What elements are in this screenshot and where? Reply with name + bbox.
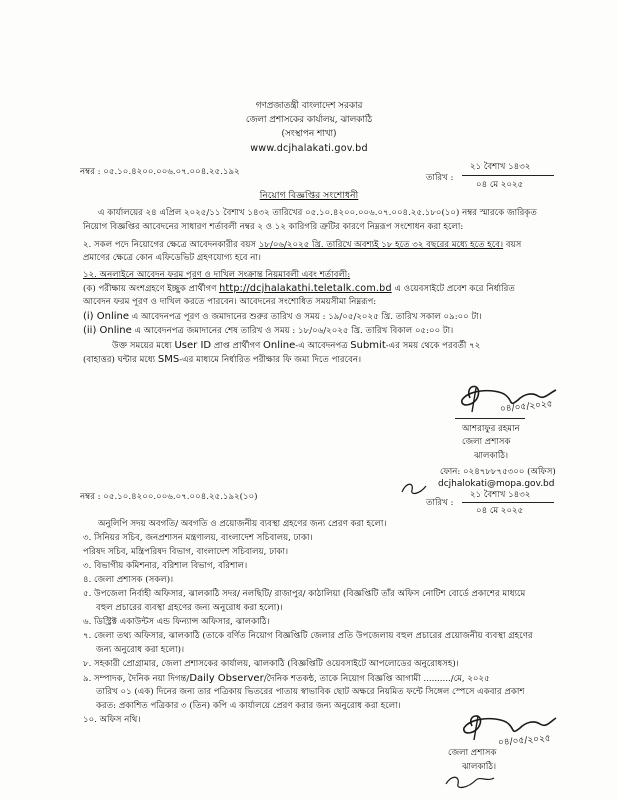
copy-item-1: ৩. সিনিয়র সচিব, জনপ্রশাসন মন্ত্রণালয়, বাংলাদেশ সচিবালয়, ঢাকা।	[83, 533, 313, 543]
fee-text-i: -এর মাধ্যমে নির্ধারিত পরীক্ষার ফি জমা দিতে পারবেন।	[179, 355, 362, 365]
copy-item-9-line-2: তারিখ ০১ (এক) দিনের জন্য তার পত্রিকায় ভিতরের পাতায় স্বাভাবিক ছোট অক্ষরে নিয়মিত ফন্টে সিঙ্গেল স্পেসে একবার প্রকাশ	[96, 687, 525, 697]
signatory-district: ঝালকাঠি।	[474, 451, 509, 461]
fee-text-submit: Submit	[350, 340, 386, 351]
signature-2-district: ঝালকাঠি।	[462, 762, 497, 772]
fee-text-sms: SMS	[157, 354, 180, 365]
condition-12-k-line-2: আবেদন ফরম পূরণ ও দাখিল করতে পারবেন। আবেদনের সংশোধিত সময়সীমা নিম্নরূপ:	[83, 297, 377, 307]
copy-item-5-line-2: বহুল প্রচারের ব্যবস্থা গ্রহণের জন্য অনুরোধ করা হলো)।	[96, 603, 283, 613]
copy-item-4: ৪. জেলা প্রশাসক (সকল)।	[83, 575, 174, 585]
condition-12-k-suffix: এ ওয়েবসাইটে প্রবেশ করে নির্ধারিত	[394, 284, 515, 294]
copy-item-6: ৬. ডিস্ট্রিক্ট একাউন্টস এন্ড ফিন্যান্স অফিসার, ঝালকাঠি।	[83, 617, 270, 627]
copy-item-9-paper: Daily Observer	[189, 673, 264, 684]
copy-item-9-line-3: করত: প্রকাশিত পত্রিকার ৩ (তিন) কপি এ কার্যালয়ে প্রেরণ করার জন্য অনুরোধ করা হলো।	[96, 701, 401, 711]
memo-2-date-divider	[462, 502, 554, 503]
memo-2-date-bangla: ২১ বৈশাখ ১৪৩২	[470, 490, 531, 500]
copy-item-9-prefix: ৯. সম্পাদক, দৈনিক নয়া দিগন্ত/	[83, 674, 190, 684]
copy-item-5-line-1: ৫. উপজেলা নির্বাহী অফিসার, ঝালকাঠি সদর/ নলছিটি/ রাজাপুর/ কাঠালিয়া (বিজ্ঞপ্তিটি তাঁর অফিস নোটিশ বোর্ডে প্রকাশের মাধ্যমে	[83, 589, 526, 599]
schedule-start-label: (i) Online	[83, 311, 130, 322]
body-paragraph-1a: এ কার্যালয়ের ২৪ এপ্রিল ২০২৫/১১ বৈশাখ ১৪৩২ তারিখের ০৫.১০.৪২০০.০০৬.০৭.০০৪.২৫.১৮০(১০) নম্বর স্মারকে জারিকৃত	[98, 208, 537, 218]
memo-2-number: নম্বর : ০৫.১০.৪২০০.০০৬.০৭.০০৪.২৫.১৯২(১০)	[80, 492, 258, 502]
signature-1-date: ০৪/০৫/২০২৫	[499, 399, 554, 415]
body-paragraph-1b: নিয়োগ বিজ্ঞপ্তির আবেদনের সাধারণ শর্তাবলী নম্বর ২ ও ১২ কারিগরি ত্রুটির কারণে নিম্নরূপ সংশোধন করা হলো:	[83, 222, 464, 232]
copy-item-10: ১০. অফিস নথি।	[83, 715, 141, 725]
condition-2-line-2: প্রমাণের ক্ষেত্রে কোন এফিডেভিট গ্রহণযোগ্য হবে না।	[83, 253, 261, 263]
fee-payment-line-1	[112, 340, 480, 352]
condition-2-prefix: ২. সকল পদে নিয়োগের ক্ষেত্রে আবেদনকারীর বয়স	[83, 240, 257, 250]
fee-text-h: (বাহাত্তর) ঘন্টার মধ্যে	[83, 355, 156, 365]
notice-title: নিয়োগ বিজ্ঞপ্তির সংশোধনী	[259, 190, 359, 201]
section-title: (সংস্থাপন শাখা)	[281, 129, 337, 139]
signature-2-date: ০৪/০৫/২০২৫	[497, 733, 552, 749]
signatory-email[interactable]: dcjhalokati@mopa.gov.bd	[438, 479, 555, 489]
signature-2-designation: জেলা প্রশাসক	[448, 748, 497, 758]
condition-12-heading: ১২. অনলাইনে আবেদন ফরম পূরণ ও দাখিল সংক্রান্ত নিয়মাবলী এবং শর্তাবলী:	[83, 270, 351, 280]
memo-number: নম্বর : ০৫.১০.৪২০০.০০৬.০৭.০০৪.২৫.১৯২	[80, 167, 240, 177]
copy-item-9-suffix: /দৈনিক শতকন্ঠ, তাকে নিয়োগ বিজ্ঞপ্তি আগামী ........../মে, ২০২৫	[263, 674, 490, 684]
copy-item-2: পরিষদ সচিব, মন্ত্রিপরিষদ বিভাগ, বাংলাদেশ সচিবালয়, ঢাকা।	[83, 547, 289, 557]
copy-item-3: ৩. বিভাগীয় কমিশনার, বরিশাল বিভাগ, বরিশাল।	[83, 561, 248, 571]
copy-intro: অনুলিপি সদয় অবগতি/ অবগতি ও প্রয়োজনীয় ব্যবস্থা গ্রহণের জন্য প্রেরণ করা হলো।	[98, 519, 387, 529]
government-title: গণপ্রজাতন্ত্রী বাংলাদেশ সরকার	[255, 101, 363, 111]
schedule-end-text: এ আবেদনপত্র জমাদানের শেষ তারিখ ও সময় : ১৮/০৬/২০২৫ খ্রি. তারিখ বিকাল ০৫:০০ টা।	[134, 326, 454, 336]
copy-item-7-line-2: জন্য অনুরোধ করা হলো)।	[96, 645, 185, 655]
fee-text-userid: User ID	[174, 340, 212, 351]
copy-item-8: ৮. সহকারী প্রোগ্রামার, জেলা প্রশাসকের কার্যালয়, ঝালকাঠি (বিজ্ঞপ্তিটি ওয়েবসাইটে আপলোডের অনুরোধসহ)।	[83, 659, 459, 669]
initials-drawing	[398, 478, 434, 500]
schedule-start	[83, 311, 482, 323]
signatory-designation: জেলা প্রশাসক	[462, 437, 511, 447]
fee-text-c: প্রাপ্ত প্রার্থীগণ	[213, 341, 261, 351]
office-title: জেলা প্রশাসকের কার্যালয়, ঝালকাঠি	[245, 115, 373, 125]
condition-2-age-limit: ১৮/০৬/২০২৫ খ্রি. তারিখে অবশ্যই ১৮ হতে ৩২ বছরের মধ্যে হতে হবে।	[258, 240, 504, 250]
memo-2-date-english: ০৪ মে ২০২৫	[476, 506, 524, 516]
condition-2-suffix: বয়স	[505, 240, 522, 250]
condition-12-k-line-1	[83, 283, 515, 295]
schedule-end-label: (ii) Online	[83, 325, 132, 336]
teletalk-url-link[interactable]: http://dcjhalakathi.teletalk.com.bd	[219, 283, 392, 294]
fee-text-a: উক্ত সময়ের মধ্যে	[112, 341, 172, 351]
memo-date-label: তারিখ :	[426, 173, 454, 183]
copy-item-7-line-1: ৭. জেলা তথ্য অফিসার, ঝালকাঠি (তাকে বর্ণিত নিয়োগ বিজ্ঞপ্তিটি জেলার প্রতি উপজেলায় বহুল প্রচারের প্রয়োজনীয় ব্যবস্থা গ্রহণের	[83, 631, 533, 641]
website-link[interactable]: www.dcjhalakati.gov.bd	[250, 143, 368, 154]
fee-text-online: Online	[263, 340, 296, 351]
signatory-name: আশরাফুর রহমান	[462, 424, 520, 434]
fee-text-g: -এর সময় থেকে পরবর্তী ৭২	[385, 341, 481, 351]
memo-2-date-label: তারিখ :	[426, 498, 454, 508]
schedule-start-text: এ আবেদনপত্র পূরণ ও জমাদানের শুরুর তারিখ ও সময় : ১৯/০৫/২০২৫ খ্রি. তারিখ সকাল ০৯:০০ টা।	[131, 312, 482, 322]
signature-1-underline	[455, 418, 525, 419]
schedule-end	[83, 325, 453, 337]
initials-2-drawing	[440, 772, 500, 794]
memo-date-bangla: ২১ বৈশাখ ১৪৩২	[470, 162, 531, 172]
fee-text-e: -এ আবেদনপত্র	[295, 341, 348, 351]
copy-item-9-line-1	[83, 673, 490, 685]
condition-12-k-prefix: (ক) পরীক্ষায় অংশগ্রহণে ইচ্ছুক প্রার্থীগণ	[83, 284, 217, 294]
fee-payment-line-2	[83, 354, 361, 366]
memo-date-english: ০৪ মে ২০২৫	[476, 180, 524, 190]
signatory-phone: ফোন: ০২৪৭৮৮৭৫৩০০ (অফিস)	[440, 467, 556, 477]
condition-2-line-1	[83, 240, 521, 251]
date-divider	[462, 175, 554, 176]
